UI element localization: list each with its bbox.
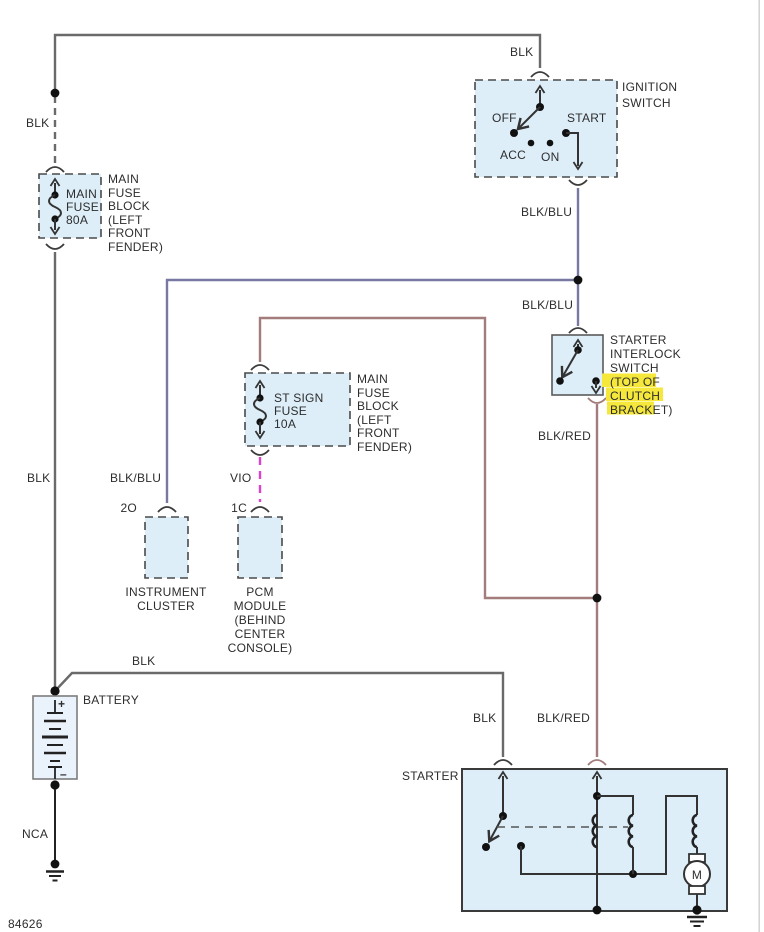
main-fuse-location-label: MAIN <box>108 172 139 186</box>
diagram-number: 84626 <box>8 917 43 931</box>
svg-text:SWITCH: SWITCH <box>610 361 659 375</box>
wire-label-blk: BLK <box>473 711 497 725</box>
pin-1c: 1C <box>231 501 247 515</box>
junction-dot <box>51 89 60 98</box>
svg-text:10A: 10A <box>274 417 297 431</box>
wire-label-blk-blu: BLK/BLU <box>522 298 574 312</box>
pcm-module-label: PCM <box>246 585 274 599</box>
position-off: OFF <box>492 111 517 125</box>
battery-minus: – <box>60 767 67 781</box>
svg-text:BLOCK: BLOCK <box>108 199 150 213</box>
pcm-module <box>228 501 293 655</box>
st-sign-fuse-location-label: MAIN <box>357 372 388 386</box>
ground-icon <box>46 860 64 881</box>
svg-text:MODULE: MODULE <box>233 599 287 613</box>
starter-box <box>462 769 727 911</box>
wire-label-blk-blu: BLK/BLU <box>110 471 162 485</box>
junction-dot <box>593 594 602 603</box>
ignition-switch <box>475 72 677 185</box>
wire-blk-blu <box>167 188 578 503</box>
wire-label-blk-red: BLK/RED <box>538 429 592 443</box>
battery <box>33 686 139 880</box>
starter-label: STARTER <box>402 769 459 783</box>
instrument-cluster-box <box>145 517 188 578</box>
page-edge-line <box>759 0 760 932</box>
wire-label-blk-blu: BLK/BLU <box>521 205 573 219</box>
svg-text:CLUSTER: CLUSTER <box>137 599 195 613</box>
pin-2o: 2O <box>120 501 137 515</box>
svg-text:SWITCH: SWITCH <box>622 96 671 110</box>
position-on: ON <box>541 150 560 164</box>
wire-label-blk: BLK <box>27 471 51 485</box>
motor-letter: M <box>691 868 703 882</box>
svg-text:FUSE: FUSE <box>357 386 391 400</box>
position-acc: ACC <box>500 148 527 162</box>
svg-text:FRONT: FRONT <box>357 426 400 440</box>
battery-plus: + <box>58 697 66 711</box>
wire-label-nca: NCA <box>22 827 49 841</box>
svg-text:FENDER): FENDER) <box>108 240 164 254</box>
position-start: START <box>567 111 607 125</box>
svg-text:(TOP OF: (TOP OF <box>610 375 660 389</box>
main-fuse-block <box>39 167 163 254</box>
svg-text:(LEFT: (LEFT <box>357 413 392 427</box>
starter-interlock-switch <box>552 328 681 417</box>
svg-text:FUSE: FUSE <box>108 186 142 200</box>
svg-text:(BEHIND: (BEHIND <box>234 613 286 627</box>
svg-text:CENTER: CENTER <box>234 627 286 641</box>
svg-text:FRONT: FRONT <box>108 226 151 240</box>
wire-label-blk: BLK <box>510 45 534 59</box>
instrument-cluster-label: INSTRUMENT <box>125 585 207 599</box>
svg-text:INTERLOCK: INTERLOCK <box>610 347 681 361</box>
pcm-module-box <box>238 517 282 578</box>
svg-text:(LEFT: (LEFT <box>108 213 143 227</box>
svg-text:BLOCK: BLOCK <box>357 399 399 413</box>
instrument-cluster <box>120 501 207 613</box>
svg-text:BRACKET): BRACKET) <box>610 403 673 417</box>
st-sign-fuse-block <box>245 365 412 455</box>
battery-label: BATTERY <box>83 693 139 707</box>
st-sign-fuse-value: ST SIGN <box>274 391 324 405</box>
ignition-switch-label: IGNITION <box>622 80 678 94</box>
svg-text:80A: 80A <box>66 213 89 227</box>
interlock-label: STARTER <box>610 333 667 347</box>
main-fuse-value: MAIN <box>66 187 97 201</box>
svg-text:CLUTCH: CLUTCH <box>610 389 661 403</box>
wire-label-blk: BLK <box>132 654 156 668</box>
starter <box>402 760 727 926</box>
svg-text:FUSE: FUSE <box>66 200 100 214</box>
junction-dot <box>574 276 583 285</box>
svg-text:FUSE: FUSE <box>274 404 308 418</box>
wire-label-blk: BLK <box>26 116 50 130</box>
wire-label-blk-red: BLK/RED <box>537 711 591 725</box>
svg-text:FENDER): FENDER) <box>357 440 413 454</box>
svg-text:CONSOLE): CONSOLE) <box>227 641 293 655</box>
wire-label-vio: VIO <box>230 471 252 485</box>
